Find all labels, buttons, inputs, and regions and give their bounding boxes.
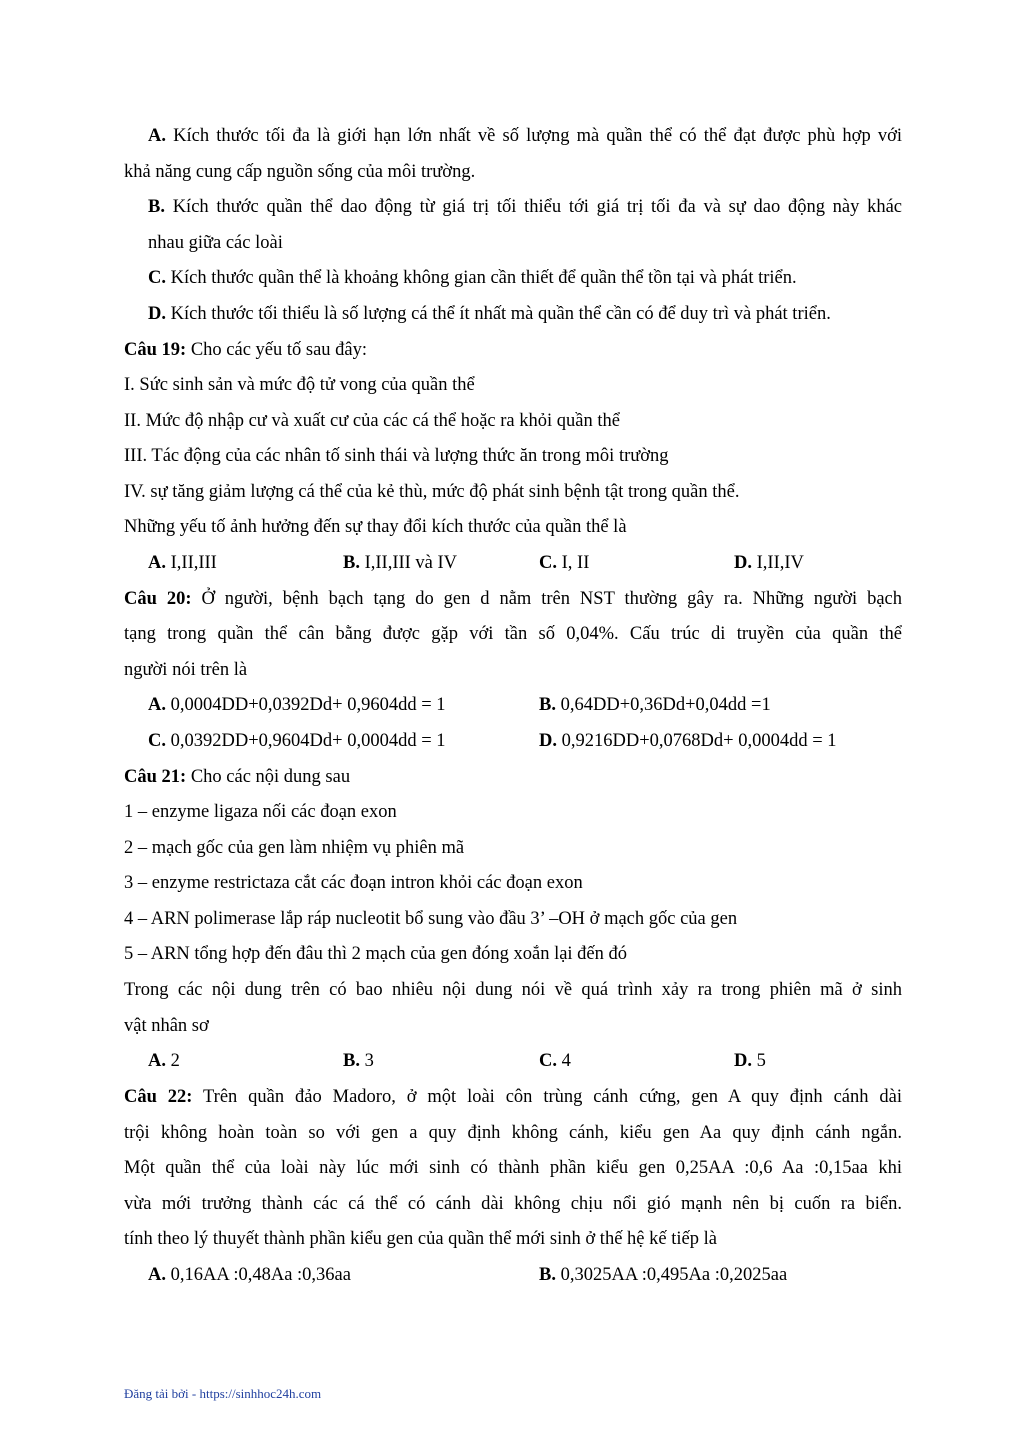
question-label: Câu 19: xyxy=(124,340,187,360)
q20-option-b xyxy=(539,693,771,717)
option-text: 4 xyxy=(561,1051,571,1071)
option-label: A. xyxy=(148,695,166,715)
q19-option-d xyxy=(734,551,804,575)
option-label: D. xyxy=(734,553,752,573)
q21-option-c xyxy=(539,1049,571,1073)
q21-item-1: 1 – enzyme ligaza nối các đoạn exon xyxy=(124,802,397,822)
q22-stem-line1 xyxy=(124,1085,902,1109)
option-text: 2 xyxy=(170,1051,180,1071)
q21-option-d xyxy=(734,1049,766,1073)
footer-source-link[interactable]: Đăng tải bởi - https://sinhhoc24h.com xyxy=(124,1386,322,1401)
q21-item-5: 5 – ARN tổng hợp đến đâu thì 2 mạch của gen đóng xoắn lại đến đó xyxy=(124,944,628,964)
q21-stem xyxy=(124,765,902,789)
question-label: Câu 21: xyxy=(124,767,187,787)
option-text: 0,3025AA :0,495Aa :0,2025aa xyxy=(560,1265,788,1285)
option-text: Kích thước tối đa là giới hạn lớn nhất về số lượng mà quần thể có thể đạt được phù hợp với xyxy=(173,126,902,146)
option-text: I,II,III xyxy=(170,553,217,573)
q19-item-1: I. Sức sinh sản và mức độ tử vong của quần thể xyxy=(124,375,475,395)
option-text: 0,64DD+0,36Dd+0,04dd =1 xyxy=(560,695,771,715)
option-label: A. xyxy=(148,553,166,573)
option-text: I, II xyxy=(561,553,590,573)
option-text: Kích thước quần thể dao động từ giá trị tối thiểu tới giá trị tối đa và sự dao động này khác xyxy=(172,197,902,217)
q18-option-a-line1 xyxy=(148,124,902,148)
option-label: D. xyxy=(148,304,166,324)
q22-stem-line2: trội không hoàn toàn so với gen a quy định không cánh, kiểu gen Aa quy định cánh ngắn. xyxy=(124,1123,902,1143)
question-label: Câu 22: xyxy=(124,1087,193,1107)
option-label: B. xyxy=(148,197,165,217)
question-text: Trên quần đảo Madoro, ở một loài côn trùng cánh cứng, gen A quy định cánh dài xyxy=(203,1087,902,1107)
option-text: Kích thước tối thiểu là số lượng cá thể ít nhất mà quần thể cần có để duy trì và phát triển. xyxy=(170,304,831,324)
option-text: 0,0004DD+0,0392Dd+ 0,9604dd = 1 xyxy=(170,695,446,715)
q20-option-d xyxy=(539,729,837,753)
q22-stem-line3: Một quần thể của loài này lúc mới sinh có thành phần kiểu gen 0,25AA :0,6 Aa :0,15aa khi xyxy=(124,1158,902,1178)
q22-option-b xyxy=(539,1263,787,1287)
q20-stem-line1 xyxy=(124,587,902,611)
option-label: D. xyxy=(539,731,557,751)
option-label: D. xyxy=(734,1051,752,1071)
option-label: C. xyxy=(539,1051,557,1071)
question-text: Cho các yếu tố sau đây: xyxy=(190,340,368,360)
q19-item-2: II. Mức độ nhập cư và xuất cư của các cá thể hoặc ra khỏi quần thể xyxy=(124,411,620,431)
q19-item-3: III. Tác động của các nhân tố sinh thái và lượng thức ăn trong môi trường xyxy=(124,446,669,466)
option-text: Kích thước quần thể là khoảng không gian cần thiết để quần thể tồn tại và phát triển. xyxy=(170,268,797,288)
q18-option-a-line2: khả năng cung cấp nguồn sống của môi trường. xyxy=(124,162,476,182)
option-text: I,II,III và IV xyxy=(364,553,458,573)
q18-option-c xyxy=(148,266,902,290)
option-label: B. xyxy=(343,553,360,573)
q19-option-c xyxy=(539,551,589,575)
q20-option-a xyxy=(148,693,446,717)
q19-stem xyxy=(124,338,902,362)
option-label: B. xyxy=(539,695,556,715)
option-text: 0,16AA :0,48Aa :0,36aa xyxy=(170,1265,351,1285)
q22-option-a xyxy=(148,1263,351,1287)
q19-option-a xyxy=(148,551,217,575)
q21-item-4: 4 – ARN polimerase lắp ráp nucleotit bổ sung vào đầu 3’ –OH ở mạch gốc của gen xyxy=(124,909,738,929)
q18-option-b-line1 xyxy=(148,195,902,219)
q19-item-4: IV. sự tăng giảm lượng cá thể của kẻ thù, mức độ phát sinh bệnh tật trong quần thể. xyxy=(124,482,740,502)
question-text: Ở người, bệnh bạch tạng do gen d nằm trên NST thường gây ra. Những người bạch xyxy=(201,589,903,609)
option-label: C. xyxy=(148,731,166,751)
q22-stem-line5: tính theo lý thuyết thành phần kiểu gen của quần thể mới sinh ở thế hệ kế tiếp là xyxy=(124,1229,717,1249)
option-label: B. xyxy=(539,1265,556,1285)
option-label: C. xyxy=(148,268,166,288)
q20-option-c xyxy=(148,729,446,753)
q19-question: Những yếu tố ảnh hưởng đến sự thay đổi kích thước của quần thể là xyxy=(124,517,627,537)
option-label: A. xyxy=(148,1051,166,1071)
q20-stem-line3: người nói trên là xyxy=(124,660,248,680)
option-label: B. xyxy=(343,1051,360,1071)
q21-question-line1: Trong các nội dung trên có bao nhiêu nội dung nói về quá trình xảy ra trong phiên mã ở sinh xyxy=(124,980,902,1000)
option-text: 3 xyxy=(364,1051,374,1071)
option-text: 0,9216DD+0,0768Dd+ 0,0004dd = 1 xyxy=(561,731,837,751)
question-text: Cho các nội dung sau xyxy=(190,767,351,787)
q21-item-3: 3 – enzyme restrictaza cắt các đoạn intron khỏi các đoạn exon xyxy=(124,873,583,893)
option-label: C. xyxy=(539,553,557,573)
option-text: 5 xyxy=(756,1051,766,1071)
q18-option-b-line2: nhau giữa các loài xyxy=(148,233,283,253)
q21-item-2: 2 – mạch gốc của gen làm nhiệm vụ phiên mã xyxy=(124,838,465,858)
q21-option-a xyxy=(148,1049,180,1073)
q20-stem-line2: tạng trong quần thể cân bằng được gặp với tần số 0,04%. Cấu trúc di truyền của quần thể xyxy=(124,624,902,644)
option-text: I,II,IV xyxy=(756,553,804,573)
q18-option-d xyxy=(148,302,902,326)
option-text: 0,0392DD+0,9604Dd+ 0,0004dd = 1 xyxy=(170,731,446,751)
q21-question-line2: vật nhân sơ xyxy=(124,1016,209,1036)
option-label: A. xyxy=(148,126,166,146)
option-label: A. xyxy=(148,1265,166,1285)
question-label: Câu 20: xyxy=(124,589,192,609)
q21-option-b xyxy=(343,1049,374,1073)
q22-stem-line4: vừa mới trưởng thành các cá thể có cánh dài không chịu nổi gió mạnh nên bị cuốn ra biển. xyxy=(124,1194,902,1214)
q19-option-b xyxy=(343,551,457,575)
